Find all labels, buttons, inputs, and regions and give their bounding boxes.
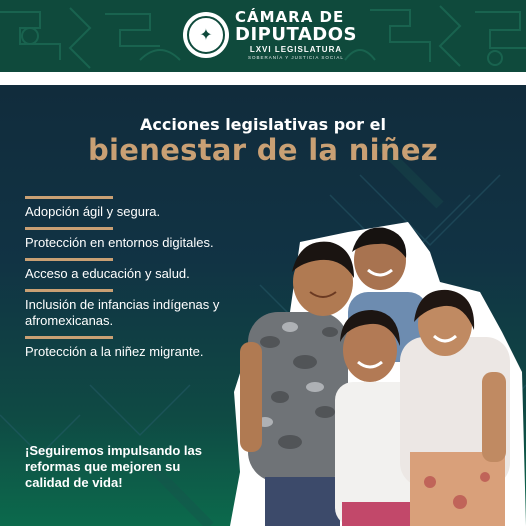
action-text: Protección en entornos digitales. [25, 235, 214, 250]
header-banner [0, 0, 526, 72]
legislature-text: LXVI LEGISLATURA [249, 45, 343, 54]
children-photo [230, 222, 526, 526]
accent-bar [25, 258, 113, 261]
action-text: Adopción ágil y segura. [25, 204, 161, 219]
national-seal-icon: ✦ [183, 12, 229, 58]
action-text: Protección a la niñez migrante. [25, 344, 204, 359]
chamber-logo [183, 10, 357, 61]
action-text: Acceso a educación y salud. [25, 266, 190, 281]
page-title: bienestar de la niñez [88, 133, 438, 167]
accent-bar [25, 196, 113, 199]
list-item [25, 289, 255, 329]
action-text: Inclusión de infancias indígenas y afromexicanas. [25, 297, 220, 328]
accent-bar [25, 289, 113, 292]
subtitle: Acciones legislativas por el [140, 115, 386, 134]
accent-bar [25, 227, 113, 230]
brand-top-text: CÁMARA DE [235, 8, 345, 26]
header-divider [0, 72, 526, 85]
list-item [25, 258, 255, 282]
list-item [25, 227, 255, 251]
list-item [25, 196, 255, 220]
brand-main-text: DIPUTADOS [235, 24, 357, 45]
accent-bar [25, 336, 113, 339]
motto-text: SOBERANÍA Y JUSTICIA SOCIAL [248, 55, 344, 60]
actions-list [25, 196, 255, 367]
closing-message: ¡Seguiremos impulsando las reformas que mejoren su calidad de vida! [25, 443, 202, 490]
list-item [25, 336, 255, 360]
